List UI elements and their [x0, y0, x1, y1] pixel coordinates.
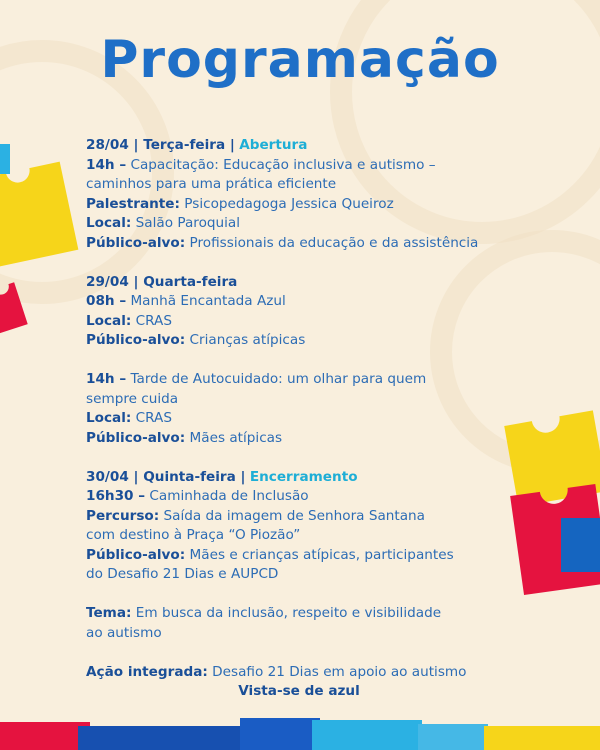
audience-line: [86, 331, 526, 351]
theme-label: Tema:: [86, 605, 132, 621]
puzzle-piece-cyan-left-icon: [0, 138, 24, 182]
place-line: [86, 312, 526, 332]
audience-label: Público-alvo:: [86, 546, 186, 563]
event-title-cont: sempre cuida: [86, 390, 179, 407]
event-title: Capacitação: Educação inclusiva e autismo –: [130, 156, 436, 173]
audience-label: Público-alvo:: [86, 429, 186, 446]
audience-value: Mães e crianças atípicas, participantes: [189, 546, 454, 563]
audience-value: Profissionais da educação e da assistência: [189, 234, 479, 251]
audience-line: [86, 546, 526, 566]
action-line: [86, 663, 526, 683]
day-header-29-04: 29/04 | Quarta-feira: [86, 273, 238, 290]
route-label: Percurso:: [86, 507, 160, 524]
schedule: [86, 136, 526, 702]
bottom-color-bar: [0, 718, 600, 750]
theme-value-cont: ao autismo: [86, 624, 162, 641]
action-label: Ação integrada:: [86, 663, 208, 680]
route-line: [86, 507, 526, 527]
audience-value: Mães atípicas: [189, 429, 283, 446]
bar-segment-blue: [78, 726, 243, 750]
speaker-label: Palestrante:: [86, 195, 180, 212]
event-time: 16h30 –: [86, 488, 146, 504]
event-title-cont: caminhos para uma prática eficiente: [86, 176, 337, 192]
day-tag: Encerramento: [249, 468, 358, 485]
audience-label: Público-alvo:: [86, 332, 186, 348]
bar-segment-lightblue: [418, 724, 488, 750]
theme-value: Em busca da inclusão, respeito e visibilidade: [135, 605, 442, 621]
audience-line: [86, 234, 526, 254]
audience-value-cont: do Desafio 21 Dias e AUPCD: [86, 566, 279, 582]
event-title: Manhã Encantada Azul: [130, 293, 286, 309]
event-line: [86, 370, 526, 390]
event-line: [86, 487, 526, 507]
day-header-28-04: [86, 136, 526, 156]
place-label: Local:: [86, 215, 132, 231]
puzzle-piece-red-left-icon: [0, 280, 30, 340]
place-line: [86, 214, 526, 234]
place-line: [86, 409, 526, 429]
day-date: 28/04 | Terça-feira |: [86, 137, 235, 153]
route-value: Saída da imagem de Senhora Santana: [163, 507, 426, 524]
action-value: Desafio 21 Dias em apoio ao autismo: [212, 663, 467, 680]
event-line: [86, 156, 526, 176]
event-title: Caminhada de Inclusão: [149, 488, 309, 504]
day-header-30-04: [86, 468, 526, 488]
bar-segment-red: [0, 722, 90, 750]
place-value: CRAS: [135, 410, 172, 426]
bar-segment-cyan: [312, 720, 422, 750]
place-value: CRAS: [135, 312, 172, 329]
speaker-line: [86, 195, 526, 215]
day-tag: Abertura: [239, 137, 308, 153]
event-title: Tarde de Autocuidado: um olhar para quem: [130, 371, 427, 387]
route-value-cont: com destino à Praça “O Piozão”: [86, 527, 301, 543]
audience-value: Crianças atípicas: [189, 332, 306, 348]
audience-line: [86, 429, 526, 449]
puzzle-piece-blue-right-icon: [555, 510, 600, 580]
place-value: Salão Paroquial: [135, 215, 241, 231]
theme-line: [86, 604, 526, 624]
place-label: Local:: [86, 410, 132, 426]
event-time: 08h –: [86, 293, 127, 309]
bar-segment-navy: [240, 718, 320, 750]
event-time: 14h –: [86, 156, 127, 173]
place-label: Local:: [86, 312, 132, 329]
speaker-name: Psicopedagoga Jessica Queiroz: [184, 195, 394, 212]
audience-label: Público-alvo:: [86, 234, 186, 251]
page-title: Programação: [100, 30, 500, 90]
day-date: 30/04 | Quinta-feira |: [86, 468, 246, 485]
bar-segment-yellow: [484, 726, 600, 750]
event-time: 14h –: [86, 371, 127, 387]
event-line: [86, 292, 526, 312]
dress-code: Vista-se de azul: [238, 683, 360, 699]
